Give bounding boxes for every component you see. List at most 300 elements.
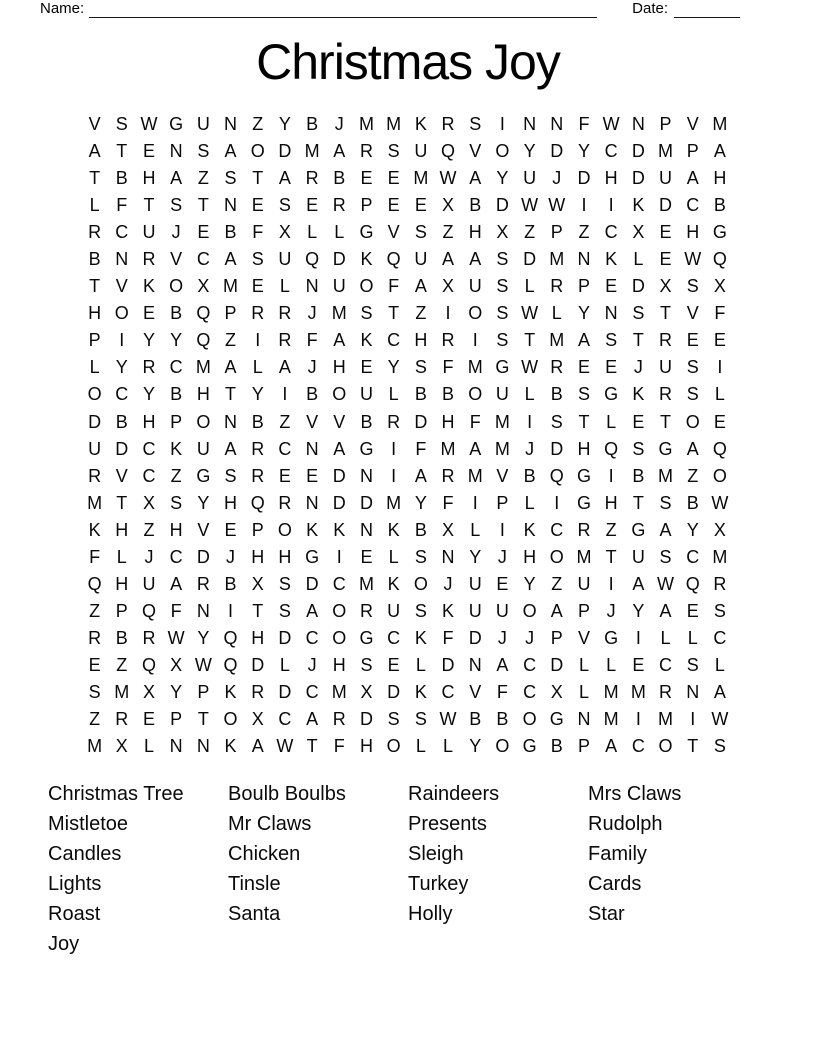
grid-letter: H bbox=[88, 303, 102, 324]
grid-letter: B bbox=[224, 222, 237, 243]
grid-letter: Y bbox=[523, 573, 536, 594]
grid-letter: E bbox=[306, 195, 319, 216]
grid-letter: V bbox=[577, 627, 590, 648]
grid-letter: K bbox=[523, 519, 536, 540]
grid-letter: K bbox=[333, 519, 346, 540]
grid-letter: R bbox=[251, 465, 265, 486]
grid-letter: M bbox=[712, 114, 728, 135]
worksheet-header bbox=[40, 0, 740, 18]
grid-letter: I bbox=[391, 465, 397, 486]
grid-letter: H bbox=[251, 627, 265, 648]
grid-letter: G bbox=[549, 709, 564, 730]
grid-letter: G bbox=[495, 357, 510, 378]
grid-letter: U bbox=[468, 573, 482, 594]
grid-letter: N bbox=[305, 438, 319, 459]
grid-letter: S bbox=[659, 546, 672, 567]
grid-letter: G bbox=[576, 492, 591, 513]
grid-letter: T bbox=[116, 492, 128, 513]
grid-letter: E bbox=[360, 546, 373, 567]
grid-letter: I bbox=[608, 465, 614, 486]
grid-letter: C bbox=[523, 682, 537, 702]
grid-letter: R bbox=[251, 303, 265, 324]
grid-letter: H bbox=[414, 330, 428, 351]
date-label: Date: bbox=[632, 0, 668, 17]
grid-letter: Z bbox=[415, 303, 427, 324]
name-blank-line bbox=[89, 4, 597, 18]
grid-letter: J bbox=[307, 654, 317, 675]
grid-letter: J bbox=[307, 303, 317, 324]
grid-letter: G bbox=[604, 627, 619, 648]
grid-letter: E bbox=[577, 357, 590, 378]
grid-letter: V bbox=[686, 303, 699, 324]
grid-letter: V bbox=[88, 114, 101, 135]
grid-letter: M bbox=[467, 465, 483, 486]
grid-letter: A bbox=[414, 276, 427, 297]
grid-letter: U bbox=[631, 546, 645, 567]
grid-letter: Q bbox=[250, 492, 265, 513]
grid-letter: A bbox=[224, 141, 237, 162]
grid-letter: V bbox=[469, 682, 482, 702]
grid-letter: T bbox=[687, 736, 699, 757]
grid-letter: J bbox=[525, 438, 535, 459]
grid-letter: J bbox=[144, 546, 154, 567]
grid-letter: M bbox=[440, 438, 456, 459]
grid-letter: Y bbox=[197, 492, 210, 513]
grid-letter: B bbox=[686, 492, 699, 513]
grid-letter: P bbox=[577, 736, 590, 757]
grid-letter: L bbox=[551, 303, 562, 324]
grid-letter: L bbox=[279, 276, 290, 297]
grid-letter: S bbox=[632, 438, 645, 459]
grid-letter: C bbox=[142, 438, 156, 459]
grid-letter: C bbox=[169, 546, 183, 567]
grid-letter: D bbox=[251, 654, 265, 675]
grid-letter: A bbox=[713, 141, 726, 162]
grid-letter: V bbox=[333, 411, 346, 432]
grid-letter: C bbox=[305, 682, 319, 702]
grid-letter: S bbox=[278, 600, 291, 621]
grid-letter: D bbox=[550, 654, 564, 675]
grid-letter: Q bbox=[196, 303, 211, 324]
grid-letter: M bbox=[603, 709, 619, 730]
word-list-item: Chicken bbox=[228, 843, 301, 865]
grid-letter: C bbox=[278, 709, 292, 730]
grid-letter: Y bbox=[278, 114, 291, 135]
grid-letter: U bbox=[495, 384, 509, 405]
grid-letter: O bbox=[522, 709, 537, 730]
grid-letter: J bbox=[552, 168, 562, 189]
grid-letter: N bbox=[224, 195, 238, 216]
name-label: Name: bbox=[40, 0, 85, 17]
grid-letter: S bbox=[224, 465, 237, 486]
word-list-item: Boulb Boulbs bbox=[228, 783, 346, 805]
grid-letter: B bbox=[224, 573, 237, 594]
grid-letter: R bbox=[196, 573, 210, 594]
grid-letter: D bbox=[523, 249, 537, 270]
grid-letter: B bbox=[414, 384, 427, 405]
grid-letter: W bbox=[711, 492, 729, 513]
grid-letter: I bbox=[527, 411, 533, 432]
grid-letter: M bbox=[630, 682, 646, 702]
grid-letter: Y bbox=[387, 357, 400, 378]
grid-letter: A bbox=[88, 141, 101, 162]
grid-letter: A bbox=[550, 600, 563, 621]
grid-letter: H bbox=[142, 411, 156, 432]
grid-letter: Z bbox=[252, 114, 264, 135]
grid-letter: T bbox=[89, 276, 101, 297]
grid-letter: D bbox=[115, 438, 129, 459]
grid-letter: O bbox=[386, 736, 401, 757]
grid-letter: R bbox=[713, 573, 727, 594]
grid-letter: E bbox=[387, 195, 400, 216]
grid-letter: D bbox=[414, 411, 428, 432]
grid-letter: Q bbox=[441, 141, 456, 162]
grid-letter: E bbox=[387, 654, 400, 675]
grid-letter: W bbox=[602, 114, 620, 135]
grid-letter: A bbox=[577, 330, 590, 351]
grid-letter: A bbox=[605, 736, 618, 757]
grid-letter: T bbox=[578, 411, 590, 432]
grid-letter: N bbox=[631, 114, 645, 135]
word-list-item: Tinsle bbox=[228, 873, 281, 895]
grid-letter: T bbox=[632, 492, 644, 513]
grid-letter: P bbox=[577, 276, 590, 297]
grid-letter: C bbox=[115, 222, 129, 243]
grid-letter: U bbox=[468, 276, 482, 297]
grid-letter: T bbox=[89, 168, 101, 189]
grid-letter: J bbox=[226, 546, 236, 567]
grid-letter: I bbox=[554, 492, 560, 513]
grid-letter: A bbox=[496, 654, 509, 675]
grid-letter: D bbox=[278, 141, 292, 162]
grid-letter: E bbox=[414, 195, 427, 216]
grid-letter: E bbox=[360, 357, 373, 378]
grid-letter: E bbox=[142, 709, 155, 730]
word-list-column bbox=[588, 779, 768, 959]
grid-letter: M bbox=[87, 492, 103, 513]
grid-letter: T bbox=[197, 709, 209, 730]
grid-letter: G bbox=[631, 519, 646, 540]
grid-letter: P bbox=[577, 600, 590, 621]
grid-letter: E bbox=[360, 168, 373, 189]
grid-letter: L bbox=[633, 249, 644, 270]
grid-letter: X bbox=[496, 222, 509, 243]
grid-letter: Z bbox=[225, 330, 237, 351]
grid-letter: B bbox=[306, 114, 319, 135]
grid-letter: N bbox=[196, 736, 210, 757]
grid-letter: X bbox=[442, 276, 455, 297]
grid-letter: X bbox=[251, 709, 264, 730]
grid-letter: B bbox=[442, 384, 455, 405]
grid-letter: S bbox=[469, 114, 482, 135]
grid-letter: P bbox=[170, 411, 183, 432]
date-blank-line bbox=[674, 4, 740, 18]
grid-letter: N bbox=[169, 141, 183, 162]
grid-letter: U bbox=[414, 141, 428, 162]
grid-letter: A bbox=[306, 709, 319, 730]
grid-letter: L bbox=[714, 384, 725, 405]
grid-letter: S bbox=[632, 303, 645, 324]
grid-letter: T bbox=[252, 600, 264, 621]
grid-letter: M bbox=[658, 465, 674, 486]
grid-letter: M bbox=[358, 573, 374, 594]
grid-letter: I bbox=[635, 627, 641, 648]
grid-letter: Q bbox=[712, 249, 727, 270]
grid-letter: H bbox=[196, 384, 210, 405]
grid-letter: R bbox=[251, 682, 265, 702]
grid-letter: O bbox=[332, 627, 347, 648]
grid-letter: R bbox=[305, 168, 319, 189]
word-list-item: Mr Claws bbox=[228, 813, 312, 835]
grid-letter: X bbox=[115, 736, 128, 757]
grid-letter: O bbox=[468, 303, 483, 324]
grid-letter: L bbox=[524, 384, 535, 405]
grid-letter: D bbox=[332, 249, 346, 270]
word-list-item: Mrs Claws bbox=[588, 783, 682, 805]
grid-letter: D bbox=[305, 573, 319, 594]
grid-letter: P bbox=[88, 330, 101, 351]
grid-letter: I bbox=[499, 519, 505, 540]
grid-letter: Z bbox=[442, 222, 454, 243]
grid-letter: A bbox=[224, 249, 237, 270]
grid-letter: D bbox=[196, 546, 210, 567]
grid-letter: U bbox=[196, 114, 210, 135]
grid-letter: Q bbox=[141, 654, 156, 675]
grid-letter: W bbox=[711, 709, 729, 730]
grid-letter: W bbox=[140, 114, 158, 135]
grid-letter: U bbox=[142, 222, 156, 243]
grid-letter: E bbox=[251, 276, 264, 297]
grid-letter: J bbox=[497, 546, 507, 567]
grid-letter: H bbox=[115, 519, 129, 540]
grid-letter: O bbox=[359, 276, 374, 297]
grid-letter: X bbox=[713, 276, 726, 297]
grid-letter: C bbox=[387, 330, 401, 351]
word-list-item: Family bbox=[588, 843, 647, 865]
grid-letter: B bbox=[360, 411, 373, 432]
word-list-item: Sleigh bbox=[408, 843, 464, 865]
grid-letter: K bbox=[360, 330, 373, 351]
grid-letter: H bbox=[577, 438, 591, 459]
grid-letter: S bbox=[686, 384, 699, 405]
grid-letter: P bbox=[224, 303, 237, 324]
grid-letter: Z bbox=[89, 600, 101, 621]
grid-letter: R bbox=[278, 492, 292, 513]
grid-letter: G bbox=[169, 114, 184, 135]
grid-letter: B bbox=[713, 195, 726, 216]
grid-letter: L bbox=[660, 627, 671, 648]
grid-letter: S bbox=[251, 249, 264, 270]
grid-letter: C bbox=[631, 736, 645, 757]
grid-letter: L bbox=[524, 492, 535, 513]
grid-letter: S bbox=[496, 276, 509, 297]
grid-letter: S bbox=[686, 654, 699, 675]
grid-letter: A bbox=[170, 168, 183, 189]
grid-letter: Z bbox=[605, 519, 617, 540]
grid-letter: L bbox=[714, 654, 725, 675]
grid-letter: D bbox=[577, 168, 591, 189]
grid-letter: H bbox=[142, 168, 156, 189]
grid-letter: M bbox=[331, 303, 347, 324]
grid-letter: A bbox=[469, 249, 482, 270]
grid-letter: S bbox=[197, 141, 210, 162]
grid-letter: C bbox=[686, 195, 700, 216]
grid-letter: A bbox=[469, 438, 482, 459]
grid-letter: I bbox=[690, 709, 696, 730]
grid-letter: R bbox=[115, 709, 129, 730]
grid-letter: I bbox=[282, 384, 288, 405]
grid-letter: O bbox=[495, 141, 510, 162]
grid-letter: S bbox=[360, 303, 373, 324]
grid-letter: E bbox=[142, 303, 155, 324]
grid-letter: Y bbox=[414, 492, 427, 513]
grid-letter: Y bbox=[469, 546, 482, 567]
grid-letter: A bbox=[686, 168, 699, 189]
grid-letter: E bbox=[713, 411, 726, 432]
word-list-item: Lights bbox=[48, 873, 102, 895]
grid-letter: K bbox=[632, 195, 645, 216]
grid-letter: O bbox=[332, 384, 347, 405]
grid-letter: C bbox=[387, 627, 401, 648]
grid-letter: Y bbox=[632, 600, 645, 621]
grid-letter: N bbox=[523, 114, 537, 135]
grid-letter: Z bbox=[89, 709, 101, 730]
grid-letter: J bbox=[525, 627, 535, 648]
grid-letter: E bbox=[142, 141, 155, 162]
grid-letter: O bbox=[169, 276, 184, 297]
grid-letter: S bbox=[387, 709, 400, 730]
grid-letter: C bbox=[604, 222, 618, 243]
grid-letter: K bbox=[632, 384, 645, 405]
grid-letter: I bbox=[228, 600, 234, 621]
grid-letter: T bbox=[197, 195, 209, 216]
word-list-column bbox=[228, 779, 408, 959]
grid-letter: Q bbox=[685, 573, 700, 594]
word-list-item: Raindeers bbox=[408, 783, 500, 805]
grid-letter: S bbox=[88, 682, 101, 702]
grid-letter: S bbox=[713, 600, 726, 621]
grid-letter: S bbox=[496, 249, 509, 270]
grid-letter: S bbox=[170, 195, 183, 216]
grid-letter: O bbox=[712, 465, 727, 486]
grid-letter: F bbox=[306, 330, 318, 351]
grid-letter: I bbox=[255, 330, 261, 351]
grid-letter: E bbox=[686, 600, 699, 621]
word-list-item: Cards bbox=[588, 873, 642, 895]
grid-letter: G bbox=[576, 465, 591, 486]
grid-letter: S bbox=[605, 330, 618, 351]
grid-letter: B bbox=[115, 168, 128, 189]
grid-letter: W bbox=[276, 736, 294, 757]
word-list-column bbox=[408, 779, 588, 959]
grid-letter: B bbox=[469, 195, 482, 216]
grid-letter: O bbox=[658, 736, 673, 757]
grid-letter: D bbox=[387, 682, 401, 702]
grid-letter: Q bbox=[141, 600, 156, 621]
grid-letter: Z bbox=[170, 465, 182, 486]
grid-letter: C bbox=[713, 627, 727, 648]
grid-letter: O bbox=[685, 411, 700, 432]
grid-letter: L bbox=[415, 654, 426, 675]
grid-letter: Y bbox=[577, 303, 590, 324]
grid-letter: T bbox=[143, 195, 155, 216]
grid-letter: L bbox=[307, 222, 318, 243]
grid-letter: Y bbox=[197, 627, 210, 648]
word-list-item: Candles bbox=[48, 843, 122, 865]
grid-letter: J bbox=[606, 600, 616, 621]
grid-letter: D bbox=[359, 709, 373, 730]
grid-letter: S bbox=[414, 222, 427, 243]
grid-letter: H bbox=[604, 492, 618, 513]
grid-letter: L bbox=[687, 627, 698, 648]
grid-letter: P bbox=[496, 492, 509, 513]
grid-letter: A bbox=[686, 438, 699, 459]
grid-letter: A bbox=[659, 519, 672, 540]
grid-letter: M bbox=[494, 438, 510, 459]
grid-letter: N bbox=[686, 682, 700, 702]
grid-letter: S bbox=[414, 357, 427, 378]
grid-letter: N bbox=[577, 249, 591, 270]
word-list-item: Turkey bbox=[408, 873, 469, 895]
grid-letter: B bbox=[550, 384, 563, 405]
grid-letter: T bbox=[660, 303, 672, 324]
grid-letter: H bbox=[332, 654, 346, 675]
grid-letter: A bbox=[333, 141, 346, 162]
grid-letter: Y bbox=[686, 519, 699, 540]
grid-letter: W bbox=[684, 249, 702, 270]
grid-letter: V bbox=[387, 222, 400, 243]
grid-letter: M bbox=[331, 682, 347, 702]
word-list-item: Holly bbox=[408, 903, 453, 925]
grid-letter: K bbox=[387, 519, 400, 540]
grid-letter: M bbox=[549, 249, 565, 270]
grid-letter: P bbox=[197, 682, 210, 702]
grid-letter: U bbox=[332, 276, 346, 297]
grid-letter: S bbox=[550, 411, 563, 432]
grid-letter: D bbox=[550, 438, 564, 459]
grid-letter: E bbox=[659, 249, 672, 270]
grid-letter: D bbox=[332, 465, 346, 486]
grid-letter: H bbox=[278, 546, 292, 567]
grid-letter: K bbox=[142, 276, 155, 297]
grid-letter: O bbox=[413, 573, 428, 594]
grid-letter: Q bbox=[386, 249, 401, 270]
grid-letter: F bbox=[442, 357, 454, 378]
grid-letter: F bbox=[578, 114, 590, 135]
grid-letter: V bbox=[197, 519, 210, 540]
grid-letter: K bbox=[414, 114, 427, 135]
grid-letter: U bbox=[659, 357, 673, 378]
grid-letter: L bbox=[279, 654, 290, 675]
grid-letter: R bbox=[441, 114, 455, 135]
grid-letter: I bbox=[336, 546, 342, 567]
grid-letter: Q bbox=[305, 249, 320, 270]
grid-letter: U bbox=[468, 600, 482, 621]
grid-letter: L bbox=[606, 654, 617, 675]
grid-letter: S bbox=[170, 492, 183, 513]
grid-letter: I bbox=[717, 357, 723, 378]
grid-letter: P bbox=[550, 627, 563, 648]
grid-letter: D bbox=[359, 492, 373, 513]
grid-letter: P bbox=[251, 519, 264, 540]
grid-letter: C bbox=[305, 627, 319, 648]
grid-letter: C bbox=[332, 573, 346, 594]
grid-letter: M bbox=[603, 682, 619, 702]
grid-letter: L bbox=[89, 357, 100, 378]
grid-letter: U bbox=[142, 573, 156, 594]
grid-letter: R bbox=[332, 195, 346, 216]
grid-letter: X bbox=[713, 519, 726, 540]
